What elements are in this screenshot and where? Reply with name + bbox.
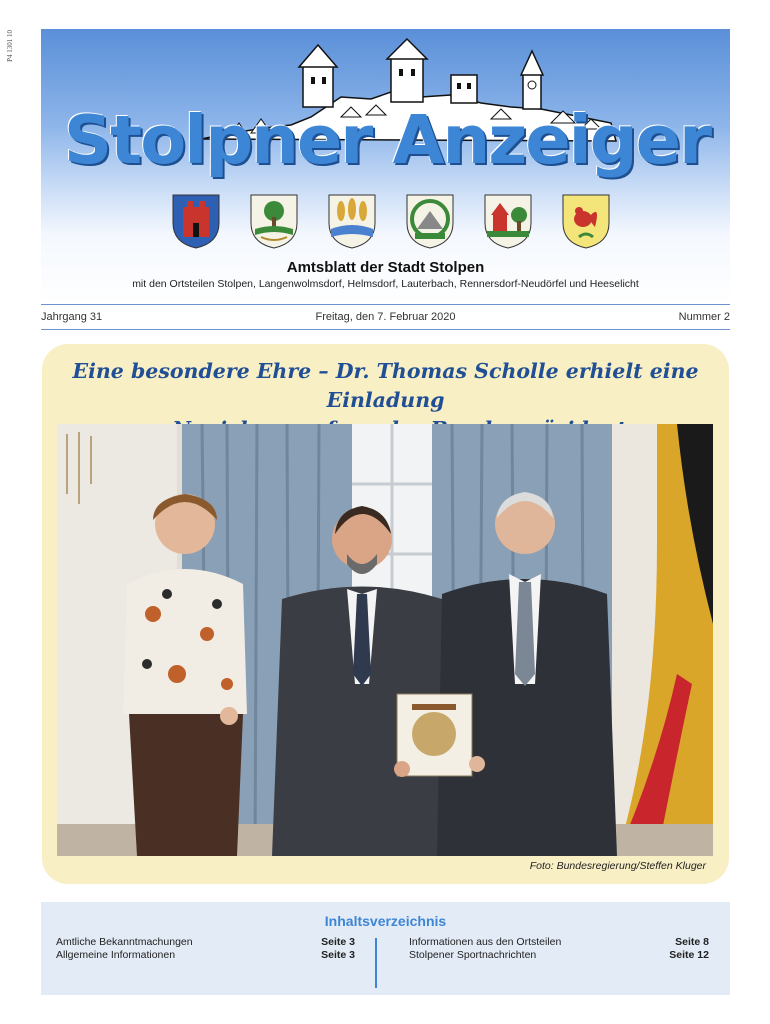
photo-credit: Foto: Bundesregierung/Steffen Kluger <box>529 860 706 872</box>
heeselicht-crest-icon <box>561 193 611 249</box>
table-of-contents <box>41 902 730 995</box>
stolpen-crest-icon <box>171 193 221 249</box>
toc-entry-label[interactable]: Allgemeine Informationen <box>56 949 176 961</box>
newspaper-title: Stolpner Anzeiger <box>63 101 711 179</box>
helmsdorf-crest-icon <box>327 193 377 249</box>
issue-number: Nummer 2 <box>678 311 730 323</box>
toc-title: Inhaltsverzeichnis <box>324 913 447 929</box>
toc-entry-page: Seite 12 <box>669 949 709 961</box>
headline-line-1: Eine besondere Ehre – Dr. Thomas Scholle erhielt eine Einladung <box>72 359 699 412</box>
toc-entry-label[interactable]: Informationen aus den Ortsteilen <box>409 936 562 948</box>
feature-photo <box>57 424 713 856</box>
langenwolmsdorf-crest-icon <box>249 193 299 249</box>
municipal-crests <box>171 193 611 251</box>
feature-article <box>42 344 729 884</box>
lauterbach-crest-icon <box>405 193 455 249</box>
issue-date: Freitag, den 7. Februar 2020 <box>315 311 456 323</box>
side-label: P4 1301 10 <box>6 30 14 62</box>
issue-volume: Jahrgang 31 <box>41 311 103 323</box>
toc-entry-page: Seite 3 <box>321 936 355 948</box>
masthead-subtitle: Amtsblatt der Stadt Stolpen <box>286 259 485 276</box>
toc-entry-page: Seite 8 <box>675 936 709 948</box>
issue-info-bar <box>41 304 730 330</box>
masthead <box>41 29 730 304</box>
toc-divider <box>375 938 377 988</box>
toc-entry-page: Seite 3 <box>321 949 355 961</box>
masthead-districts: mit den Ortsteilen Stolpen, Langenwolmsdorf, Helmsdorf, Lauterbach, Rennersdorf-Neudörfel und Heeselicht <box>132 278 639 290</box>
toc-entry-label[interactable]: Stolpener Sportnachrichten <box>409 949 537 961</box>
toc-entry-label[interactable]: Amtliche Bekanntmachungen <box>56 936 193 948</box>
rennersdorf-crest-icon <box>483 193 533 249</box>
